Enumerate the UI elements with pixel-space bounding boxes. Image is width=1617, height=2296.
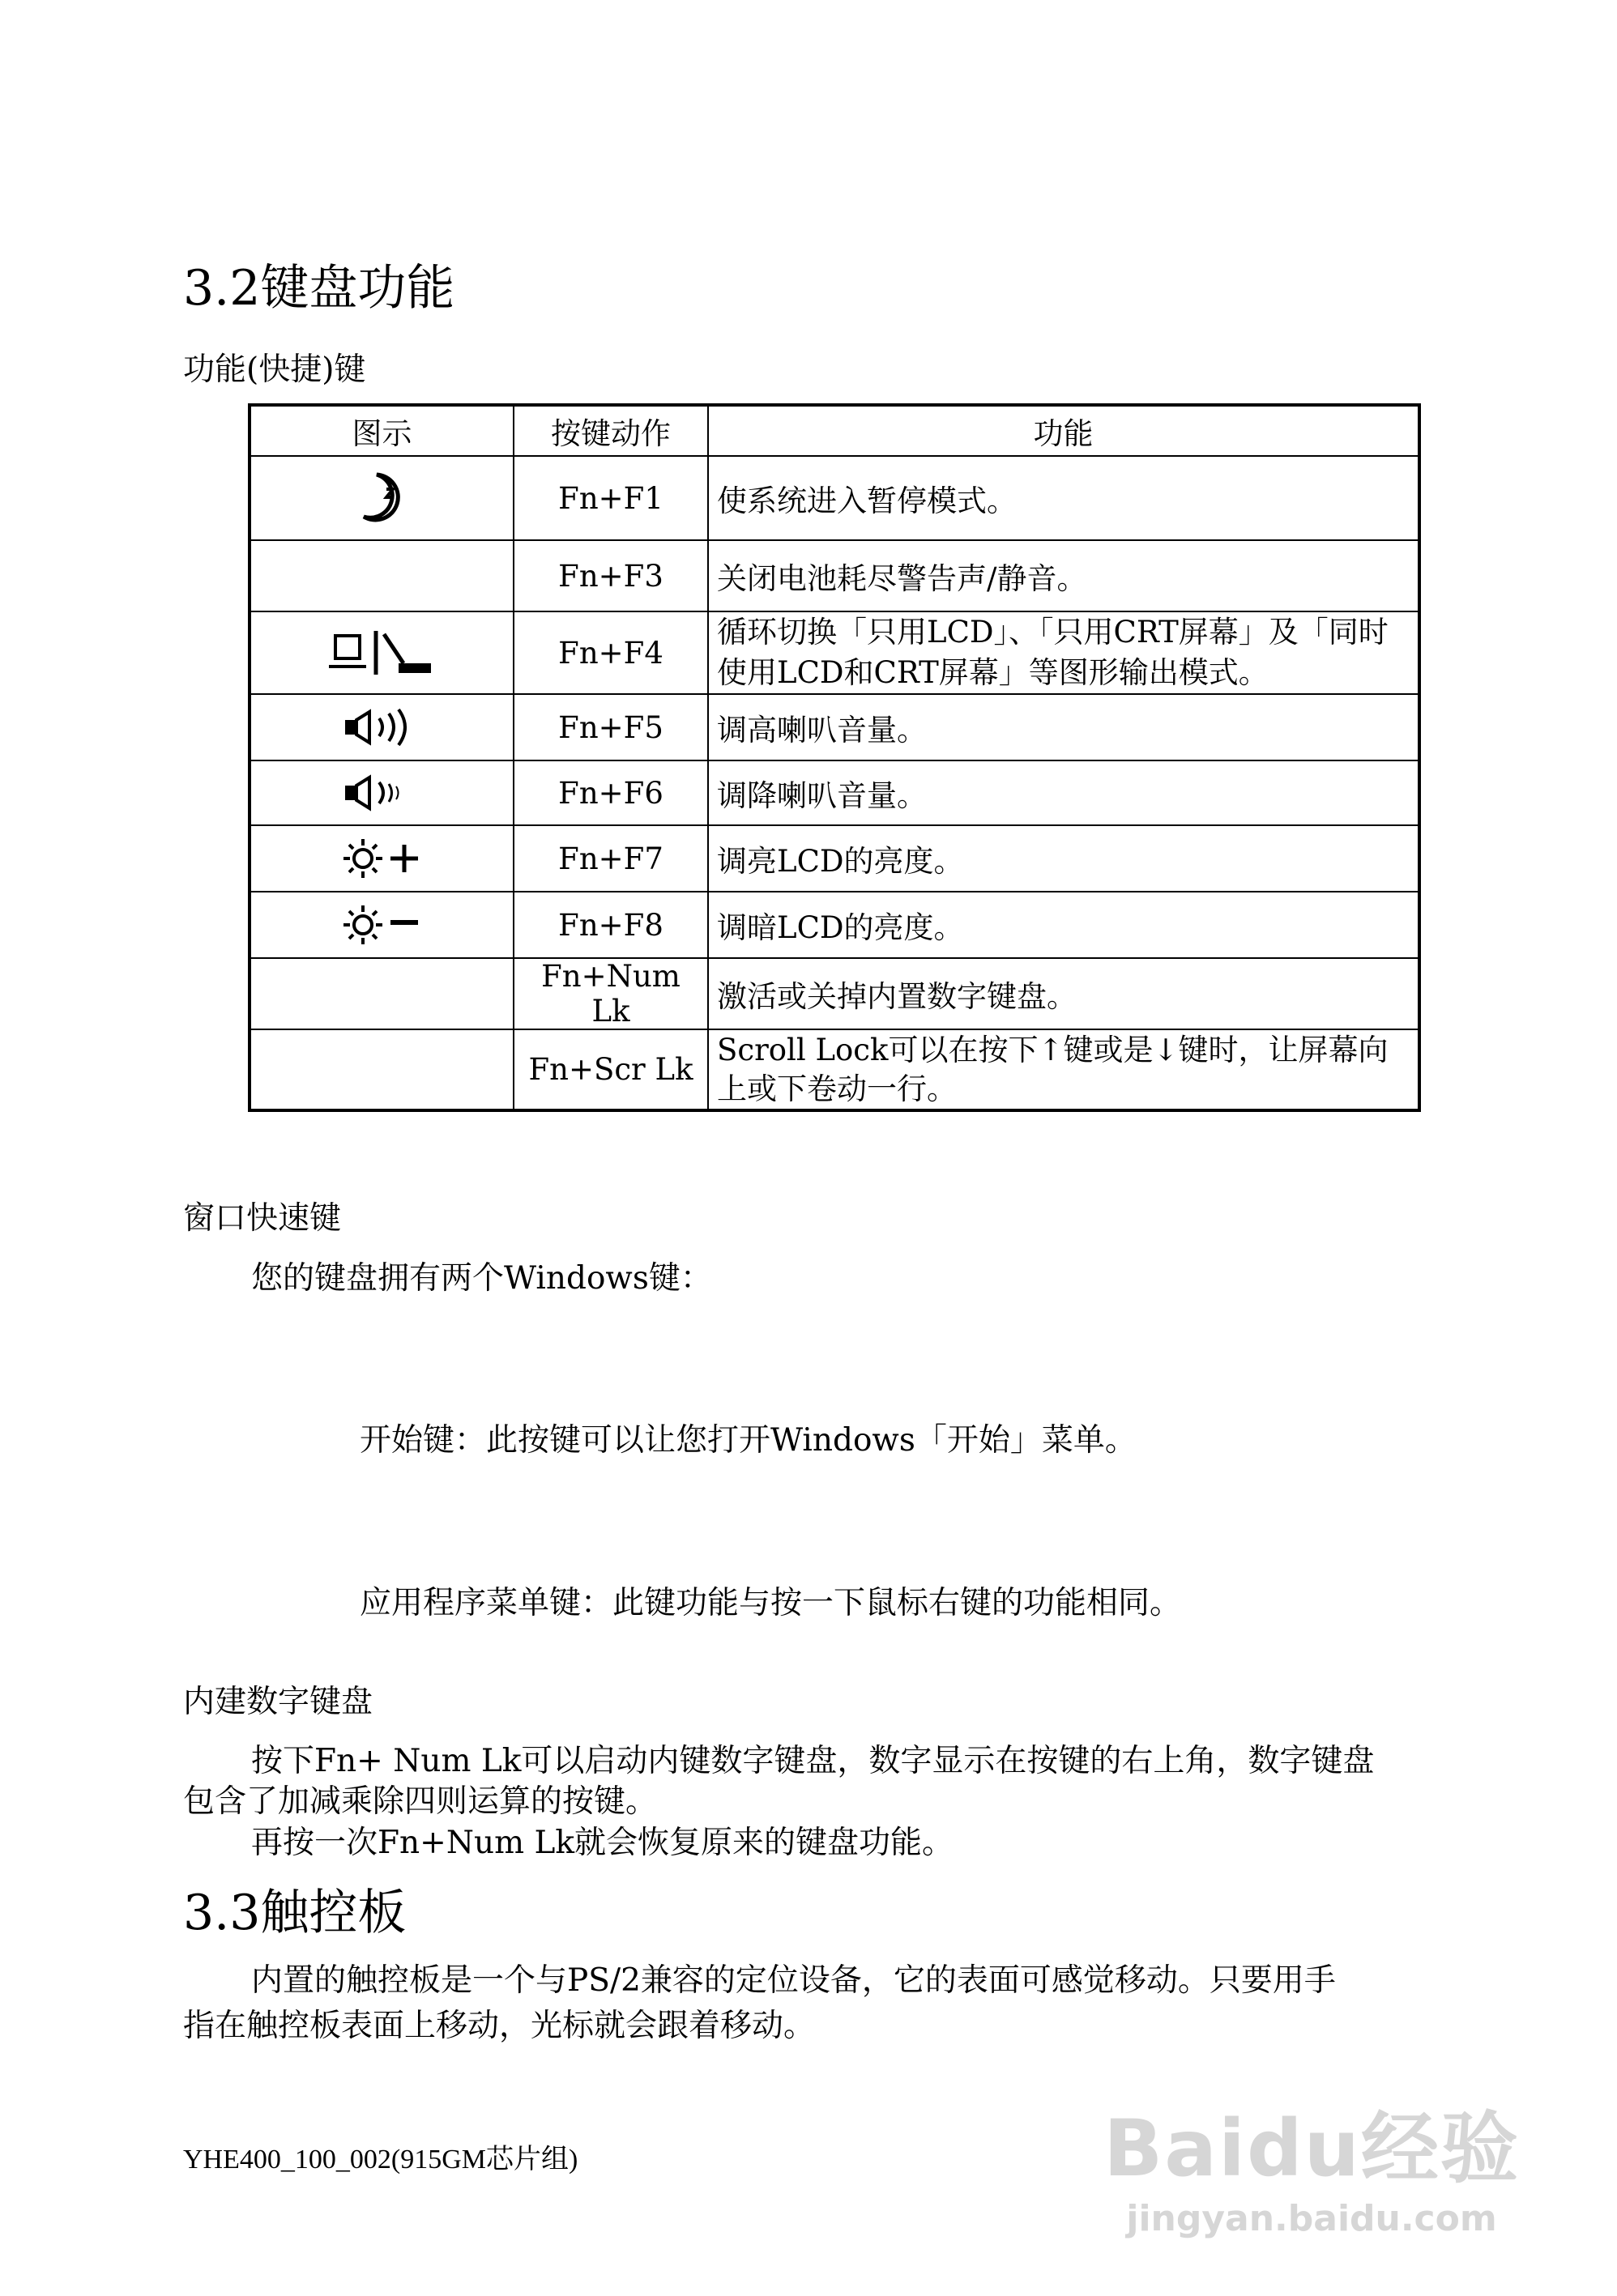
watermark [1103,2087,1520,2239]
row-icon-cell [250,540,514,611]
section-title-keyboard: 3.2键盘功能 [183,260,455,317]
row-function: Scroll Lock可以在按下↑键或是↓键时，让屏幕向上或下卷动一行。 [708,1029,1419,1110]
section-title-touchpad: 3.3触控板 [183,1885,407,1941]
row-key: Fn+F6 [514,760,708,825]
row-function: 使系统进入暂停模式。 [708,456,1419,540]
row-icon-cell [250,825,514,892]
row-key: Fn+Num Lk [514,958,708,1029]
row-key: Fn+F1 [514,456,708,540]
windows-keys-heading: 窗口快速键 [183,1200,342,1237]
volume-up-icon [343,707,421,748]
watermark-url: jingyan.baidu.com [1126,2198,1497,2239]
row-key: Fn+Scr Lk [514,1029,708,1110]
table-row [250,540,1419,611]
row-key: Fn+F5 [514,694,708,760]
numpad-para2: 再按一次Fn+Num Lk就会恢复原来的键盘功能。 [251,1825,954,1861]
col-header-function: 功能 [708,405,1419,456]
row-function: 调暗LCD的亮度。 [708,892,1419,958]
row-icon-cell [250,892,514,958]
row-function: 调亮LCD的亮度。 [708,825,1419,892]
row-icon-cell [250,958,514,1029]
row-icon-cell [250,760,514,825]
display-switch-icon [326,626,439,679]
fn-keys-heading: 功能(快捷)键 [183,351,366,388]
table-row [250,611,1419,694]
table-row [250,694,1419,760]
row-function: 激活或关掉内置数字键盘。 [708,958,1419,1029]
brightness-up-icon [342,836,423,881]
fn-keys-table [248,403,1421,1112]
watermark-logo: Baidu经验 [1103,2103,1520,2194]
row-function: 调降喇叭音量。 [708,760,1419,825]
touchpad-line2: 指在触控板表面上移动，光标就会跟着移动。 [183,2008,816,2044]
row-icon-cell [250,456,514,540]
row-icon-cell [250,611,514,694]
table-row [250,825,1419,892]
row-function: 调高喇叭音量。 [708,694,1419,760]
row-icon-cell [250,1029,514,1110]
brightness-down-icon [342,902,423,948]
row-key: Fn+F8 [514,892,708,958]
col-header-icon: 图示 [250,405,514,456]
table-row [250,760,1419,825]
moon-icon [354,470,411,526]
touchpad-line1: 内置的触控板是一个与PS/2兼容的定位设备，它的表面可感觉移动。只要用手 [251,1962,1336,1999]
numpad-heading: 内建数字键盘 [183,1684,373,1720]
volume-down-icon [343,773,421,813]
numpad-para-line1: 按下Fn+ Num Lk可以启动内键数字键盘，数字显示在按键的右上角，数字键盘 [251,1743,1375,1779]
footer-model: YHE400_100_002(915GM芯片组) [183,2145,578,2175]
windows-keys-intro: 您的键盘拥有两个Windows键： [251,1260,712,1297]
row-function: 循环切换「只用LCD」、「只用CRT屏幕」及「同时使用LCD和CRT屏幕」等图形输出模式。 [708,611,1419,694]
col-header-key: 按键动作 [514,405,708,456]
table-header-row [250,405,1419,456]
row-function: 关闭电池耗尽警告声/静音。 [708,540,1419,611]
numpad-para-line2: 包含了加减乘除四则运算的按键。 [183,1783,658,1820]
table-row [250,958,1419,1029]
table-row [250,456,1419,540]
row-key: Fn+F4 [514,611,708,694]
app-menu-key-desc: 应用程序菜单键：此键功能与按一下鼠标右键的功能相同。 [360,1585,1182,1621]
table-row [250,1029,1419,1110]
row-key: Fn+F3 [514,540,708,611]
row-key: Fn+F7 [514,825,708,892]
table-row [250,892,1419,958]
start-key-desc: 开始键：此按键可以让您打开Windows「开始」菜单。 [360,1422,1137,1459]
row-icon-cell [250,694,514,760]
